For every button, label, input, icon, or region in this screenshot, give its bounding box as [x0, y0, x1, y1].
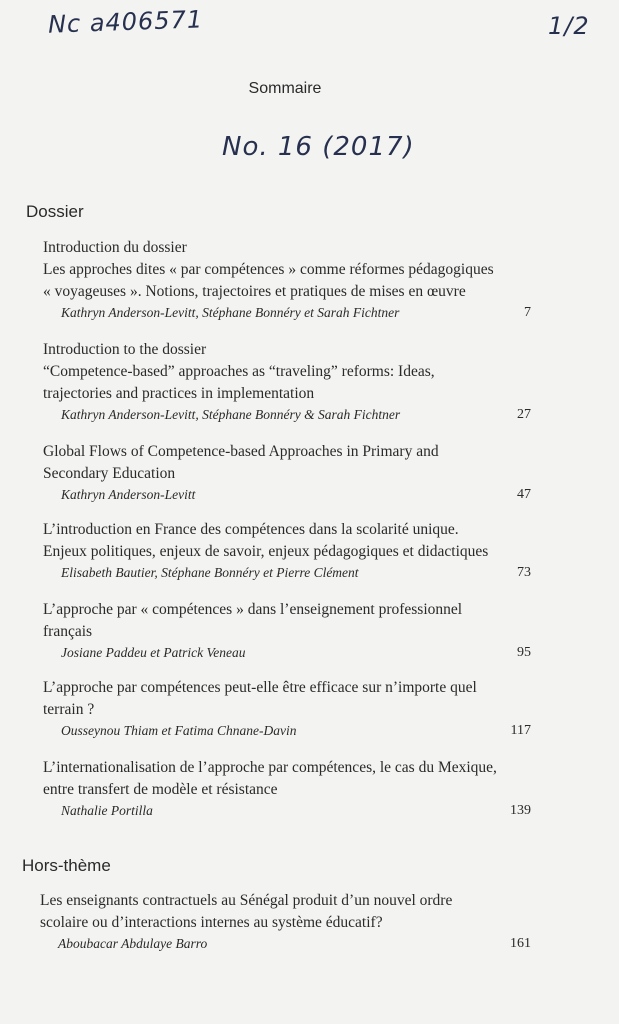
section-heading-hors-theme: Hors-thème: [22, 856, 111, 875]
entry-page-number: 27: [517, 407, 531, 422]
entry-page-number: 139: [510, 803, 531, 818]
entry-title-line: scolaire ou d’interactions internes au système éducatif?: [40, 914, 383, 931]
entry-title-line: trajectories and practices in implementation: [43, 385, 315, 402]
toc-entry: [43, 237, 531, 325]
entry-authors: Josiane Paddeu et Patrick Veneau: [61, 645, 246, 660]
toc-entry: [43, 441, 531, 507]
page-title: Sommaire: [248, 80, 322, 97]
entry-authors: Nathalie Portilla: [61, 803, 153, 818]
entry-title-line: entre transfert de modèle et résistance: [43, 781, 278, 798]
entry-page-number: 7: [524, 305, 531, 320]
entry-page-number: 47: [517, 487, 531, 502]
entry-page-number: 161: [510, 936, 531, 951]
entry-title-line: français: [43, 623, 93, 640]
entry-title-line: L’internationalisation de l’approche par compétences, le cas du Mexique,: [43, 759, 497, 776]
entry-authors: Aboubacar Abdulaye Barro: [58, 936, 208, 951]
entry-authors: Kathryn Anderson-Levitt: [61, 487, 196, 502]
entry-title-line: Les approches dites « par compétences » comme réformes pédagogiques: [43, 261, 494, 278]
entry-title-line: Secondary Education: [43, 465, 176, 482]
entry-title-line: L’approche par compétences peut-elle être efficace sur n’importe quel: [43, 679, 477, 696]
toc-entry: [43, 677, 531, 743]
toc-entry: [43, 599, 531, 665]
entry-page-number: 73: [517, 565, 531, 580]
entry-title-line: L’approche par « compétences » dans l’enseignement professionnel: [43, 601, 463, 618]
entry-title-line: terrain ?: [43, 701, 95, 718]
handwritten-catalog-number: Nc a406571: [47, 5, 204, 39]
handwritten-page-marker: 1/2: [548, 12, 590, 40]
toc-entry: [43, 757, 531, 823]
entry-authors: Kathryn Anderson-Levitt, Stéphane Bonnéry et Sarah Fichtner: [61, 305, 400, 320]
entry-title-line: Global Flows of Competence-based Approaches in Primary and: [43, 443, 439, 460]
entry-authors: Kathryn Anderson-Levitt, Stéphane Bonnéry & Sarah Fichtner: [61, 407, 401, 422]
toc-entry: [40, 890, 531, 956]
entry-title-line: Enjeux politiques, enjeux de savoir, enjeux pédagogiques et didactiques: [43, 543, 489, 560]
toc-entry: [43, 339, 531, 427]
handwritten-issue-number: No. 16 (2017): [222, 132, 415, 162]
entry-page-number: 95: [517, 645, 531, 660]
entry-title-line: Introduction du dossier: [43, 239, 187, 256]
entry-authors: Ousseynou Thiam et Fatima Chnane-Davin: [61, 723, 297, 738]
toc-entry: [43, 519, 531, 585]
entry-title-line: “Competence-based” approaches as “traveling” reforms: Ideas,: [43, 363, 435, 380]
section-heading-dossier: Dossier: [26, 202, 84, 221]
entry-authors: Elisabeth Bautier, Stéphane Bonnéry et Pierre Clément: [61, 565, 359, 580]
entry-title-line: L’introduction en France des compétences dans la scolarité unique.: [43, 521, 459, 538]
entry-title-line: Les enseignants contractuels au Sénégal produit d’un nouvel ordre: [40, 892, 453, 909]
entry-title-line: Introduction to the dossier: [43, 341, 207, 358]
entry-title-line: « voyageuses ». Notions, trajectoires et pratiques de mises en œuvre: [43, 283, 466, 300]
entry-page-number: 117: [510, 723, 531, 738]
